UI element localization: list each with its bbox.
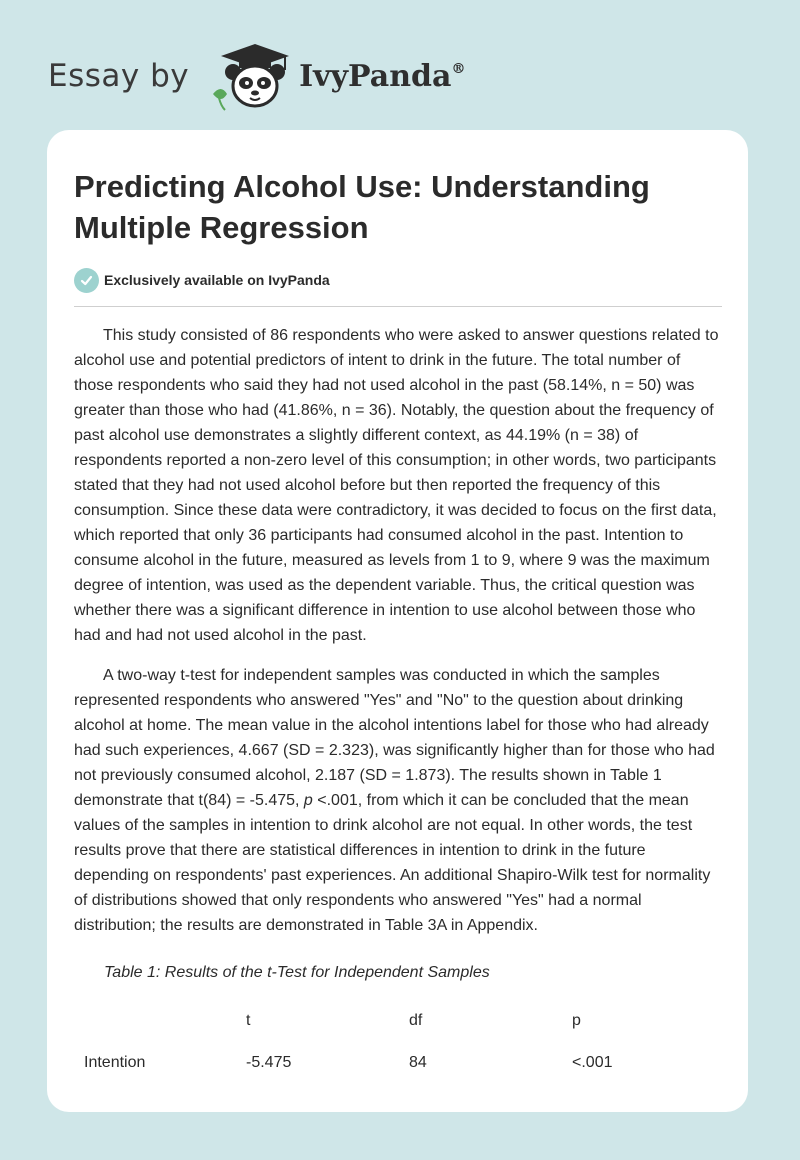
results-table [84, 1000, 692, 1084]
table-row [84, 1042, 692, 1084]
article-card [47, 130, 748, 1112]
table-header-cell: t [246, 1012, 251, 1029]
table-cell: <.001 [572, 1054, 613, 1071]
paragraph-1: This study consisted of 86 respondents who were asked to answer questions related to alcohol use and potential predictors of intent to drink in the future. The total number of those respondents who said they had not used alcohol in the past (58.14%, n = 50) was greater than those who had (41.86%, n = 36). Notably, the question about the frequency of past alcohol use demonstrates a slightly different context, as 44.19% (n = 38) of respondents reported a non-zero level of this consumption; in other words, two participants stated that they had not used alcohol before but then reported the frequency of this consumption. Since these data were contradictory, it was decided to focus on the first data, which reported that only 36 participants had consumed alcohol in the past. Intention to consume alcohol in the future, measured as levels from 1 to 9, where 9 was the maximum degree of intention, was used as the dependent variable. Thus, the critical question was whether there was a significant difference in intention to use alcohol between those who had and had not used alcohol in the past. [74, 327, 719, 644]
article-body [74, 323, 722, 938]
brand-name[interactable]: IvyPanda® [299, 58, 466, 94]
essay-by-label: Essay by [48, 58, 190, 94]
table-cell: Intention [84, 1054, 146, 1071]
table-cell: -5.475 [246, 1054, 292, 1071]
table-header-cell: p [572, 1012, 581, 1029]
article-title: Predicting Alcohol Use: Understanding Multiple Regression [74, 169, 650, 245]
exclusive-label: Exclusively available on IvyPanda [104, 272, 330, 288]
table-header-row [84, 1000, 692, 1042]
table-caption: Table 1: Results of the t-Test for Independent Samples [104, 964, 490, 981]
table-cell: 84 [409, 1054, 427, 1071]
table-header-cell: df [409, 1012, 423, 1029]
panda-logo-icon[interactable] [207, 40, 291, 112]
paragraph-2: A two-way t-test for independent samples was conducted in which the samples represented respondents who answered "Yes" and "No" to the question about drinking alcohol at home. The mean value in the alcohol intentions label for those who had already had such experiences, 4.667 (SD = 2.323), was significantly higher than for those who had not previously consumed alcohol, 2.187 (SD = 1.873). The results shown in Table 1 demonstrate that t(84) = -5.475, p <.001, from which it can be concluded that the mean values of the samples in intention to drink alcohol are not equal. In other words, the test results prove that there are statistical differences in intention to drink in the future depending on respondents' past experiences. An additional Shapiro-Wilk test for normality of distributions showed that only respondents who answered "Yes" had a normal distribution; the results are demonstrated in Table 3A in Appendix. [74, 667, 715, 934]
check-icon [74, 268, 99, 293]
divider [74, 306, 722, 307]
table-header-cell [84, 1000, 246, 1042]
site-header [48, 36, 465, 116]
exclusive-badge [74, 266, 722, 294]
